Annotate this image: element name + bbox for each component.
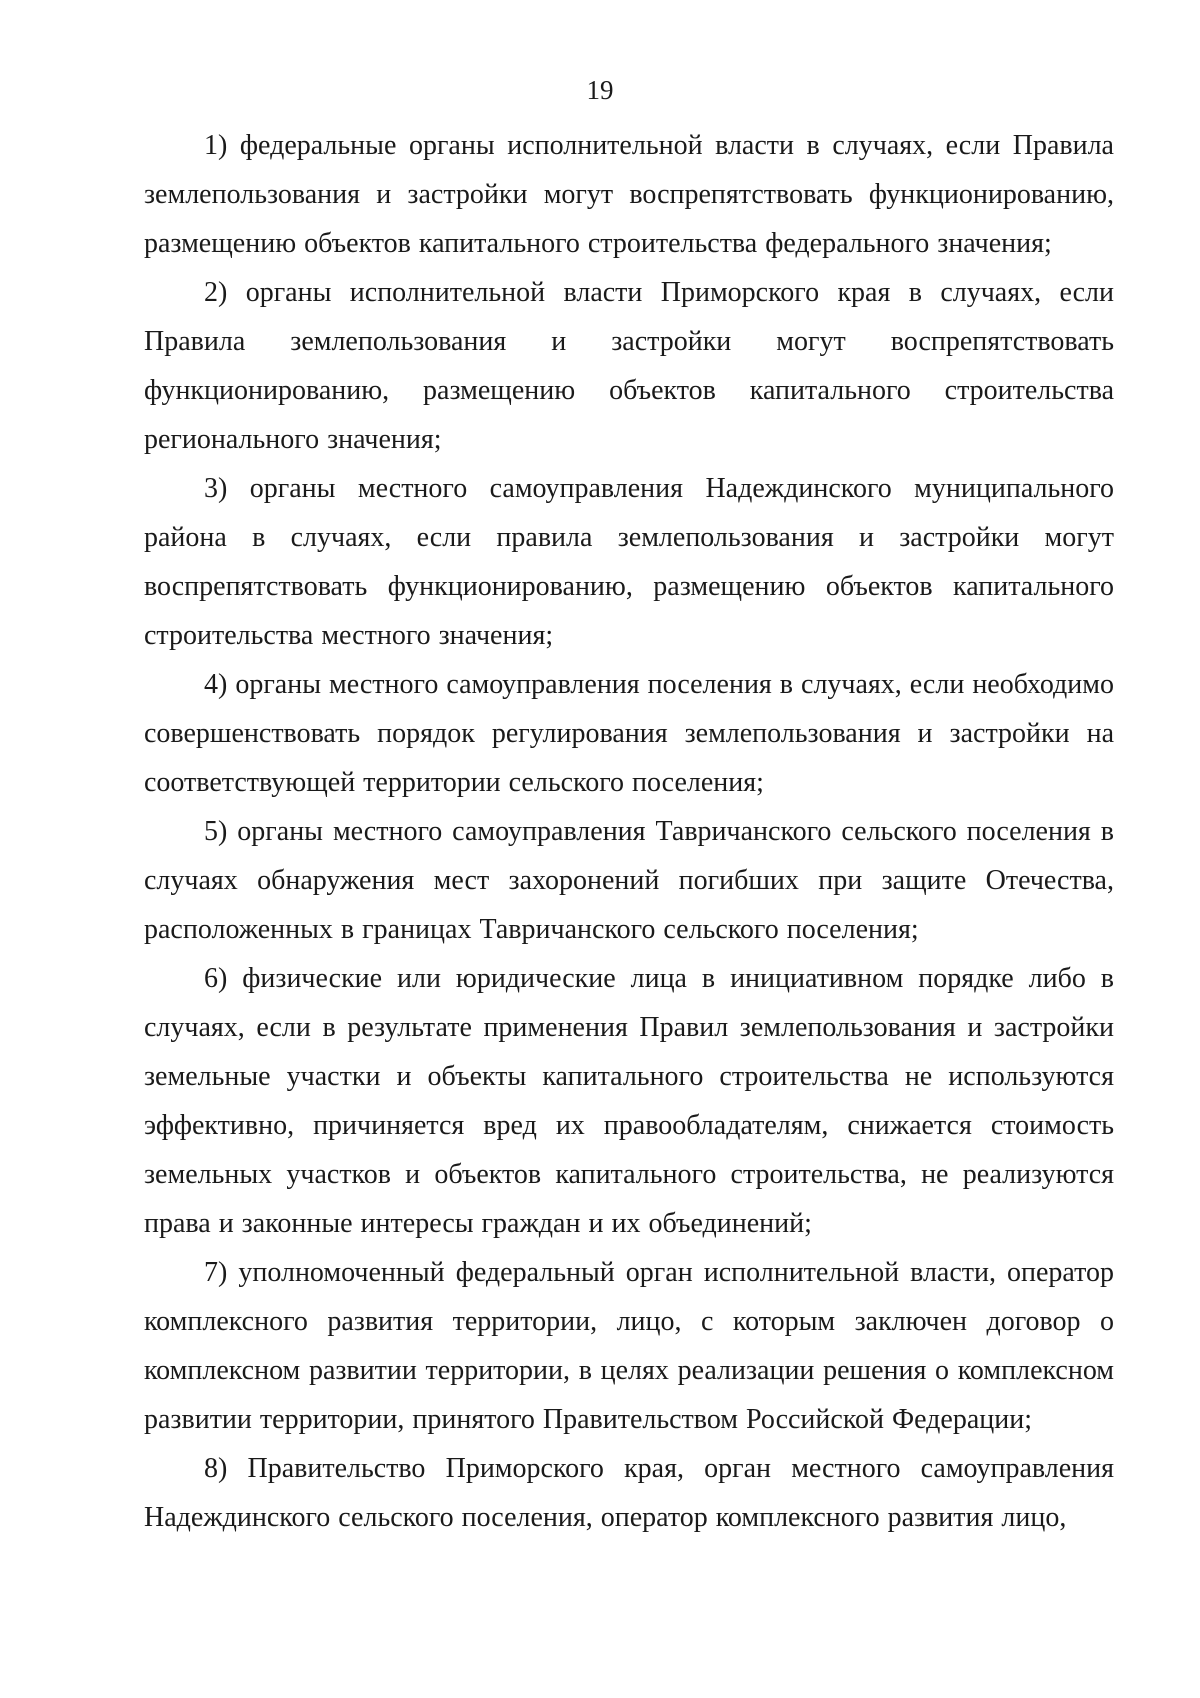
list-item-4: 4) органы местного самоуправления поселения в случаях, если необходимо совершенствовать порядок регулирования землепользования и застройки на соответствующей территории сельского поселения; [144, 669, 1114, 798]
list-item-8: 8) Правительство Приморского края, орган местного самоуправления Надеждинского сельского поселения, оператор комплексного развития лицо, [144, 1453, 1114, 1533]
list-item-5: 5) органы местного самоуправления Тавричанского сельского поселения в случаях обнаружения мест захоронений погибших при защите Отечества, расположенных в границах Тавричанского сельского поселения; [144, 816, 1114, 945]
list-item-7: 7) уполномоченный федеральный орган исполнительной власти, оператор комплексного развития территории, лицо, с которым заключен договор о комплексном развитии территории, в целях реализации решения о комплексном развитии территории, принятого Правительством Российской Федерации; [144, 1257, 1114, 1435]
document-body [144, 121, 1114, 1542]
list-item-6: 6) физические или юридические лица в инициативном порядке либо в случаях, если в результате применения Правил землепользования и застройки земельные участки и объекты капитального строительства не используются эффективно, причиняется вред их правообладателям, снижается стоимость земельных участков и объектов капитального строительства, не реализуются права и законные интересы граждан и их объединений; [144, 963, 1114, 1239]
list-item-1: 1) федеральные органы исполнительной власти в случаях, если Правила землепользования и застройки могут воспрепятствовать функционированию, размещению объектов капитального строительства федерального значения; [144, 130, 1114, 259]
page-number: 19 [586, 75, 614, 105]
list-item-2: 2) органы исполнительной власти Приморского края в случаях, если Правила землепользования и застройки могут воспрепятствовать функционированию, размещению объектов капитального строительства регионального значения; [144, 277, 1114, 455]
list-item-3: 3) органы местного самоуправления Надеждинского муниципального района в случаях, если правила землепользования и застройки могут воспрепятствовать функционированию, размещению объектов капитального строительства местного значения; [144, 473, 1114, 651]
